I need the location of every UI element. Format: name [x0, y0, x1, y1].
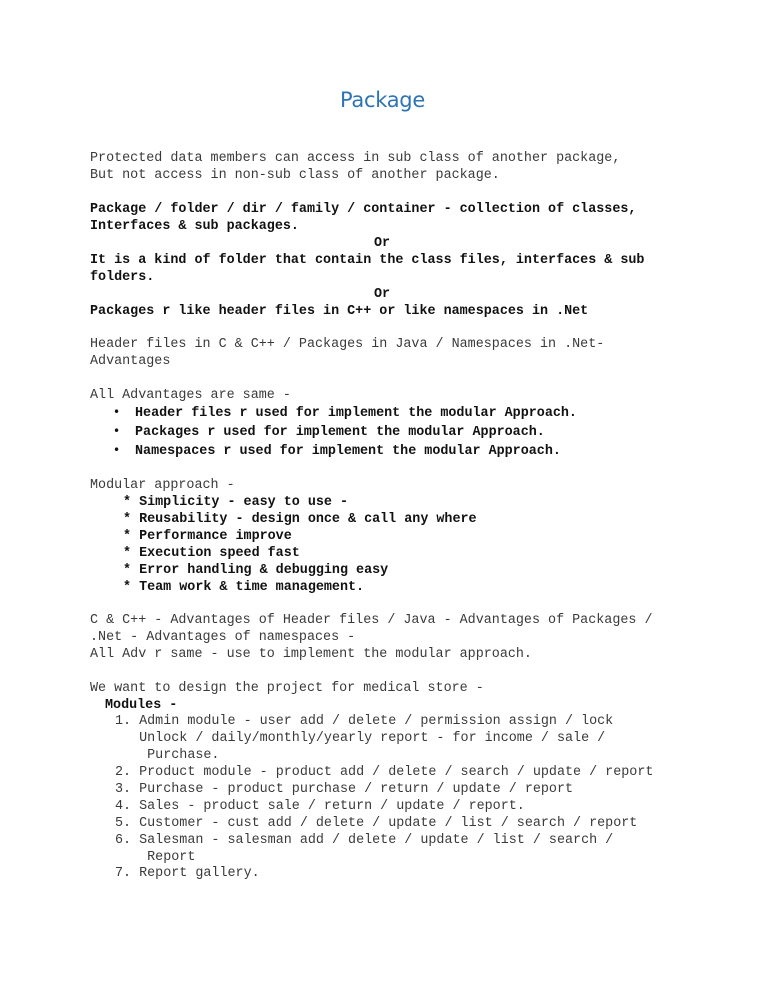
- summary-line-1: C & C++ - Advantages of Header files / Java - Advantages of Packages /: [90, 613, 653, 628]
- module-line-2: Unlock / daily/monthly/yearly report - for income / sale /: [115, 731, 606, 746]
- summary-line-3: All Adv r same - use to implement the modular approach.: [90, 647, 532, 662]
- intro-line-1: Protected data members can access in sub class of another package,: [90, 151, 621, 166]
- advantage-item-2: Packages r used for implement the modular Approach.: [135, 425, 545, 440]
- or-separator-2: Or: [374, 287, 391, 302]
- modular-item-6: * Team work & time management.: [123, 580, 365, 595]
- module-line-3: Purchase.: [115, 748, 220, 763]
- or-separator-1: Or: [374, 236, 391, 251]
- modules-heading: Modules -: [105, 698, 178, 713]
- all-advantages-heading: All Advantages are same -: [90, 388, 291, 403]
- definition-line-3: It is a kind of folder that contain the class files, interfaces & sub: [90, 253, 645, 268]
- module-line-1: 1. Admin module - user add / delete / permission assign / lock: [115, 714, 614, 729]
- module-line-5: 3. Purchase - product purchase / return / update / report: [115, 782, 574, 797]
- module-line-8: 6. Salesman - salesman add / delete / update / list / search /: [115, 833, 614, 848]
- modular-item-4: * Execution speed fast: [123, 546, 300, 561]
- module-line-7: 5. Customer - cust add / delete / update / list / search / report: [115, 816, 638, 831]
- module-line-10: 7. Report gallery.: [115, 866, 260, 881]
- bullet-icon: •: [113, 443, 121, 457]
- advantages-header-line-1: Header files in C & C++ / Packages in Java / Namespaces in .Net-: [90, 337, 605, 352]
- advantages-header-line-2: Advantages: [90, 354, 171, 369]
- module-line-9: Report: [115, 850, 196, 865]
- definition-line-1: Package / folder / dir / family / container - collection of classes,: [90, 202, 637, 217]
- modular-item-2: * Reusability - design once & call any where: [123, 512, 477, 527]
- advantage-item-1: Header files r used for implement the modular Approach.: [135, 406, 577, 421]
- bullet-icon: •: [113, 424, 121, 438]
- module-line-6: 4. Sales - product sale / return / update / report.: [115, 799, 525, 814]
- advantage-item-3: Namespaces r used for implement the modular Approach.: [135, 444, 561, 459]
- definition-line-2: Interfaces & sub packages.: [90, 219, 299, 234]
- definition-line-4: folders.: [90, 270, 155, 285]
- modular-item-1: * Simplicity - easy to use -: [123, 495, 348, 510]
- intro-line-2: But not access in non-sub class of another package.: [90, 168, 500, 183]
- page-title: Package: [340, 88, 425, 112]
- project-intro: We want to design the project for medical store -: [90, 681, 484, 696]
- modular-item-5: * Error handling & debugging easy: [123, 563, 389, 578]
- module-line-4: 2. Product module - product add / delete / search / update / report: [115, 765, 654, 780]
- modular-item-3: * Performance improve: [123, 529, 292, 544]
- bullet-icon: •: [113, 405, 121, 419]
- summary-line-2: .Net - Advantages of namespaces -: [90, 630, 356, 645]
- modular-approach-heading: Modular approach -: [90, 478, 235, 493]
- definition-line-5: Packages r like header files in C++ or like namespaces in .Net: [90, 304, 589, 319]
